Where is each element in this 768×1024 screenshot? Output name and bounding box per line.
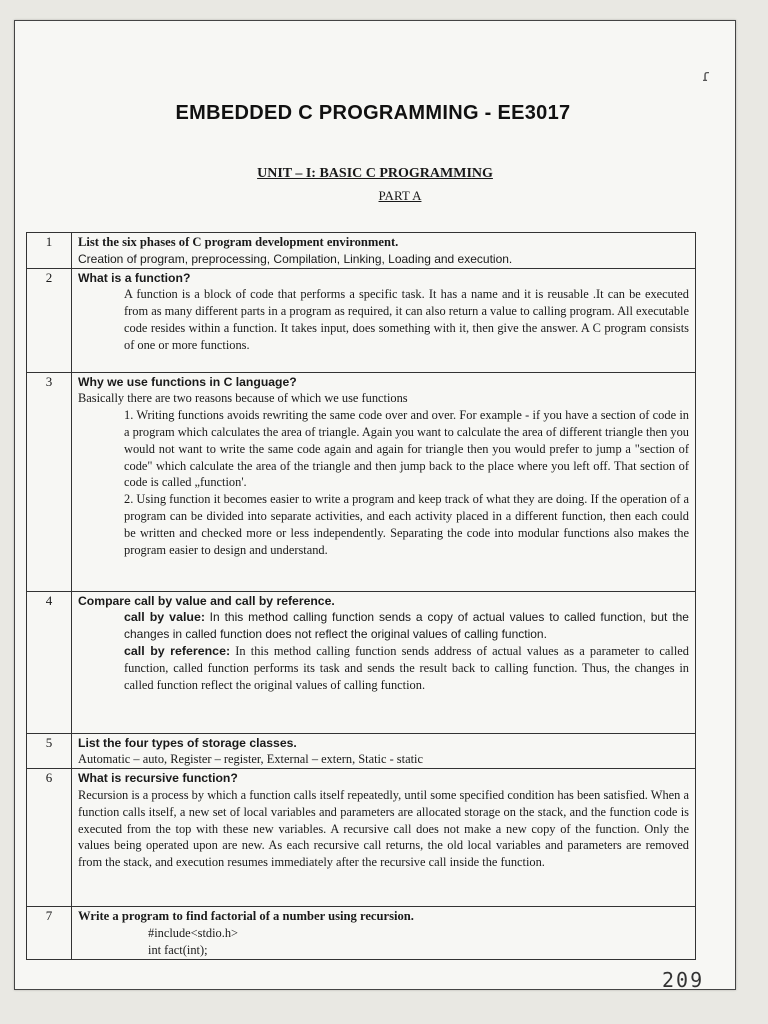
question-cell <box>72 233 696 269</box>
question-cell <box>72 268 696 372</box>
question-cell <box>72 733 696 769</box>
call-by-value-answer <box>78 609 689 643</box>
answer-intro: Basically there are two reasons because of which we use functions <box>78 391 408 406</box>
answer-point-2: 2. Using function it becomes easier to write a program and keep track of what they are doing. If the operation of a program can be divided into separate activities, and each activity placed in a different function, then each could be written and checked more or less independently. Separating the code into modular functions also makes the program easier to design and understand. <box>124 492 689 557</box>
question-text: What is recursive function? <box>78 771 238 786</box>
answer-text: Creation of program, preprocessing, Compilation, Linking, Loading and execution. <box>78 251 513 266</box>
table-row <box>27 591 696 733</box>
question-number: 4 <box>27 591 72 733</box>
question-cell <box>72 372 696 591</box>
table-row <box>27 233 696 269</box>
call-by-reference-answer <box>78 643 689 693</box>
course-title: EMBEDDED C PROGRAMMING - EE3017 <box>175 102 571 124</box>
question-table <box>26 232 696 960</box>
answer-text: Automatic – auto, Register – register, External – extern, Static - static <box>78 752 423 767</box>
part-title: PART A <box>378 188 422 203</box>
question-number: 7 <box>27 907 72 959</box>
question-number: 3 <box>27 372 72 591</box>
table-row <box>27 268 696 372</box>
call-by-value-text: In this method calling function sends a copy of actual values to called function, but the changes in called function does not reflect the original values of calling function. <box>124 610 689 642</box>
question-text: Write a program to find factorial of a number using recursion. <box>78 909 414 924</box>
question-text: List the six phases of C program development environment. <box>78 235 399 249</box>
call-by-reference-label: call by reference: <box>124 643 231 658</box>
corner-pen-mark: ɾ <box>702 66 711 85</box>
question-number: 1 <box>27 233 72 269</box>
question-cell <box>72 769 696 907</box>
question-text: Why we use functions in C language? <box>78 374 297 389</box>
question-cell <box>72 591 696 733</box>
code-line: int fact(int); <box>148 942 208 957</box>
question-text: List the four types of storage classes. <box>78 735 297 750</box>
answer-text: A function is a block of code that performs a specific task. It has a name and it is reusable .It can be executed from as many different parts in a program as required, it can also return a value to calling program. All executable code resides within a function. It takes input, does something with it, then give the answer. A C program consists of one or more functions. <box>124 287 689 352</box>
question-number: 6 <box>27 769 72 907</box>
question-cell <box>72 907 696 959</box>
answer-text: Recursion is a process by which a function calls itself repeatedly, until some specified condition has been satisfied. When a function calls itself, a new set of local variables and parameters are allocated storage on the stack, and the function code is executed from the top with these new variables. A recursive call does not make a new copy of the function. Only the values being operated upon are new. As each recursive call returns, the old local variables and parameters are removed from the stack, and execution resumes immediately after the recursive call inside the function. <box>78 787 689 870</box>
handwritten-page-number: 209 <box>662 968 705 992</box>
question-text: Compare call by value and call by reference. <box>78 593 335 608</box>
unit-title: UNIT – I: BASIC C PROGRAMMING <box>257 166 493 181</box>
question-text: What is a function? <box>78 270 191 285</box>
table-row <box>27 907 696 959</box>
answer-point-1: 1. Writing functions avoids rewriting the same code over and over. For example - if you have a section of code in a program which calculates the area of triangle. Again you want to calculate the area of different triangle then you would not want to write the same code again and again for triangle then you would prefer to jump a "section of code" which calculate the area of the triangle and then jump back to the place where you left off. That section of code is called „function'. <box>124 408 689 490</box>
table-row <box>27 769 696 907</box>
call-by-reference-text: In this method calling function sends address of actual values as a parameter to called function, called function performs its task and sends the result back to calling function. Thus, the changes in called function reflect the original values of calling function. <box>124 643 689 692</box>
call-by-value-label: call by value: <box>124 610 205 625</box>
table-row <box>27 733 696 769</box>
question-number: 2 <box>27 268 72 372</box>
table-row <box>27 372 696 591</box>
code-line: #include<stdio.h> <box>148 925 239 940</box>
question-number: 5 <box>27 733 72 769</box>
